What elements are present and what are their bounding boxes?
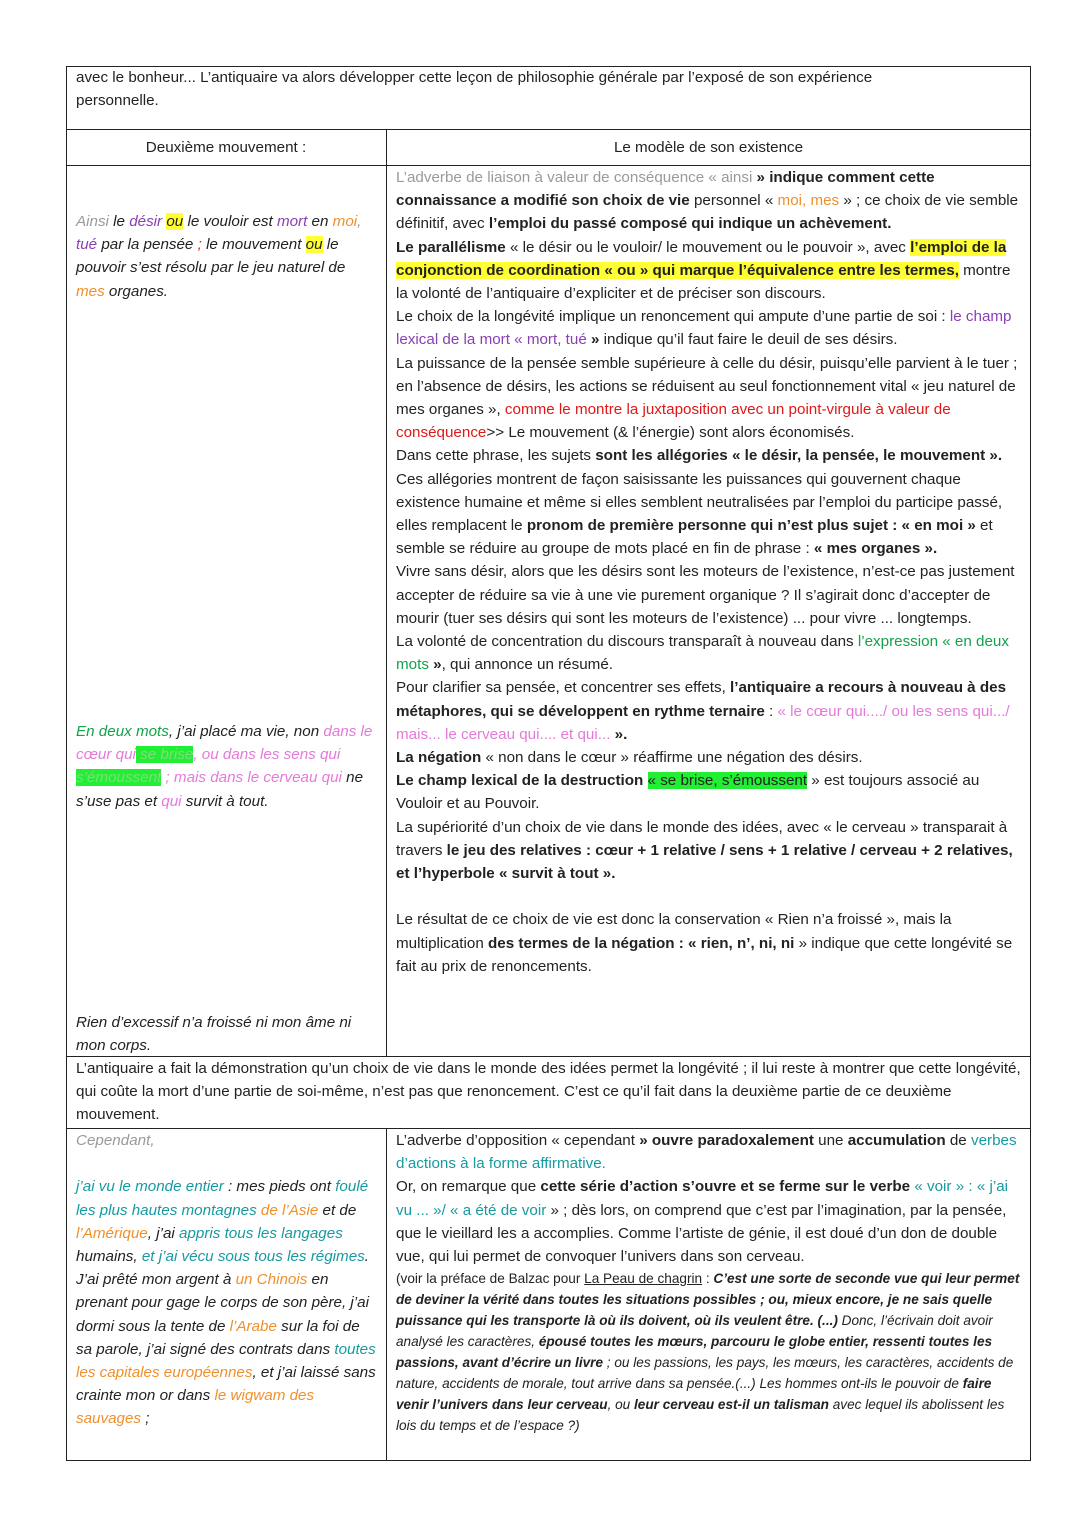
quote-cependant xyxy=(76,1129,376,1431)
header-right: Le modèle de son existence xyxy=(613,139,804,156)
quote-spacer xyxy=(76,1152,376,1175)
analysis-deux-mots: La volonté de concentration du discours transparaît à nouveau dans l’expression « en deux mots », qui annonce un résumé. xyxy=(396,633,1009,674)
analysis-destruction: Le champ lexical de la destruction « se brise, s’émoussent » est toujours associé au Vouloir et au Pouvoir. xyxy=(396,772,980,813)
analysis-negation: La négation « non dans le cœur » réaffirme une négation des désirs. xyxy=(396,749,863,767)
analysis-metaphores: Pour clarifier sa pensée, et concentrer ses effets, l’antiquaire a recours à nouveau à des métaphores, qui se développent en rythme ternaire : « le cœur qui..../ ou les sens qui.../ mais... le cerveau qui.... et qui... ». xyxy=(396,679,1010,743)
analysis-parallelisme: Le parallélisme « le désir ou le vouloir/ le mouvement ou le pouvoir », avec l’emploi de la conjonction de coordination « ou » qui marque l’équivalence entre les termes, montre la volonté de l’antiquaire d’expliciter et de préciser son discours. xyxy=(396,238,1011,303)
header-left: Deuxième mouvement : xyxy=(145,139,307,156)
quote-voyages: j’ai vu le monde entier : mes pieds ont foulé les plus hautes montagnes de l’Asie et de l’Amérique, j’ai appris tous les langages humains, et j’ai vécu sous tous les régimes. J’ai prêté mon argent à un Chinois en prenant pour gage le corps de son père, j’ai dormi sous la tente de l’Arabe sur la foi de sa parole, j’ai signé des contrats dans toutes les capitales européennes, et j’ai laissé sans crainte mon or dans le wigwam des sauvages ; xyxy=(76,1178,376,1428)
quote-cependant-word: Cependant, xyxy=(76,1132,155,1149)
intro-line-2: personnelle. xyxy=(76,92,159,110)
rule-header-top xyxy=(66,129,1031,130)
analysis-relatives: La supériorité d’un choix de vie dans le monde des idées, avec « le cerveau » transparait à travers le jeu des relatives : cœur + 1 relative / sens + 1 relative / cerveau + 2 relatives, et l’hyperbole « survit à tout ». xyxy=(396,818,1013,883)
quote-en-deux-mots: En deux mots, j’ai placé ma vie, non dans le cœur qui se brise, ou dans les sens qui s’émoussent ; mais dans le cerveau qui ne s’use pas et qui survit à tout. xyxy=(76,723,373,810)
analysis-cependant: L’adverbe d’opposition « cependant » ouvre paradoxalement une accumulation de verbes d’actions à la forme affirmative. xyxy=(396,1132,1017,1173)
analysis-ainsi: L’adverbe de liaison à valeur de conséquence « ainsi » indique comment cette connaissance a modifié son choix de vie personnel « moi, mes » ; ce choix de vie semble définitif, avec l’emploi du passé composé qui indique un achèvement. xyxy=(396,169,1019,233)
analysis-vivre-sans-desir: Vivre sans désir, alors que les désirs sont les moteurs de l’existence, n’est-ce pas justement accepter de réduire sa vie à une vie purement organique ? Il s’agirait donc d’accepter de mourir (tuer ses désirs qui sont les moteurs de l’existence) ... pour vivre ... longtemps. xyxy=(396,563,1015,627)
column-divider-upper xyxy=(386,129,387,1056)
analysis-longevite: Le choix de la longévité implique un renoncement qui ampute d’une partie de soi : le champ lexical de la mort « mort, tué » indique qu’il faut faire le deuil de ses désirs. xyxy=(396,308,1012,349)
analysis-second-part xyxy=(396,1129,1021,1436)
intro-paragraph xyxy=(76,66,1021,112)
analysis-allegories: Dans cette phrase, les sujets sont les allégories « le désir, la pensée, le mouvement ». Ces allégories montrent de façon saisissante les puissances qui gouvernent chaque existence humaine et même si elles semblent neutralisées par l’emploi du participe passé, elles remplacent le pronom de première personne qui n’est plus sujet : « en moi » et semble se réduire au groupe de mots placé en fin de phrase : « mes organes ». xyxy=(396,447,1003,558)
analysis-first-part xyxy=(396,166,1021,978)
analysis-pensee: La puissance de la pensée semble supérieure à celle du désir, puisqu’elle parvient à le tuer ; en l’absence de désirs, les actions se réduisent au seul fonctionnement vital « jeu naturel de mes organes », comme le montre la juxtaposition avec un point-virgule à valeur de conséquence>> Le mouvement (& l’énergie) sont alors économisés. xyxy=(396,354,1018,442)
intro-line-1: avec le bonheur... L’antiquaire va alors développer cette leçon de philosophie générale par l’exposé de son expérience xyxy=(76,69,873,86)
analysis-spacer xyxy=(396,885,1021,908)
quote-rien-excessif: Rien d’excessif n’a froissé ni mon âme ni mon corps. xyxy=(76,1014,352,1055)
column-divider-lower xyxy=(386,1128,387,1461)
transition-paragraph: L’antiquaire a fait la démonstration qu’un choix de vie dans le monde des idées permet la longévité ; il lui reste à montrer que cette longévité, qui coûte la mort d’une partie de soi-même, n’est pas que renoncement. C’est ce qu’il fait dans la deuxième partie de ce deuxième mouvement. xyxy=(76,1060,1021,1124)
analysis-voir: Or, on remarque que cette série d’action s’ouvre et se ferme sur le verbe « voir » : « j’ai vu ... »/ « a été de voir » ; dès lors, on comprend que c’est par l’imagination, par la pensée, que le vieillard les a accomplies. Comme l’artiste de génie, il est doué d’un don de double vue, qui lui permet de convoquer l’univers dans son cerveau. xyxy=(396,1178,1009,1266)
analysis-preface-balzac: (voir la préface de Balzac pour La Peau de chagrin : C’est une sorte de seconde vue qui leur permet de deviner la vérité dans toutes les situations possibles ; ou, mieux encore, je ne sais quelle puissance qui les transporte là où ils doivent, où ils veulent être. (...) Donc, l’écrivain doit avoir analysé les caractères, épousé toutes les mœurs, parcouru le globe entier, ressenti toutes les passions, avant d’écrire un livre ; ou les passions, les pays, les mœurs, les caractères, accidents de nature, accidents de morale, tout arrive dans sa pensée.(...) Les hommes ont-ils le pouvoir de faire venir l’univers dans leur cerveau, ou leur cerveau est-il un talisman avec lequel ils abolissent les lois du temps et de l’espace ?) xyxy=(396,1271,1020,1434)
analysis-resultat: Le résultat de ce choix de vie est donc la conservation « Rien n’a froissé », mais la multiplication des termes de la négation : « rien, n’, ni, ni » indique que cette longévité se fait au prix de renoncements. xyxy=(396,911,1013,975)
quote-ainsi: Ainsi le désir ou le vouloir est mort en moi, tué par la pensée ; le mouvement ou le pouvoir s’est résolu par le jeu naturel de mes organes. xyxy=(76,213,362,300)
